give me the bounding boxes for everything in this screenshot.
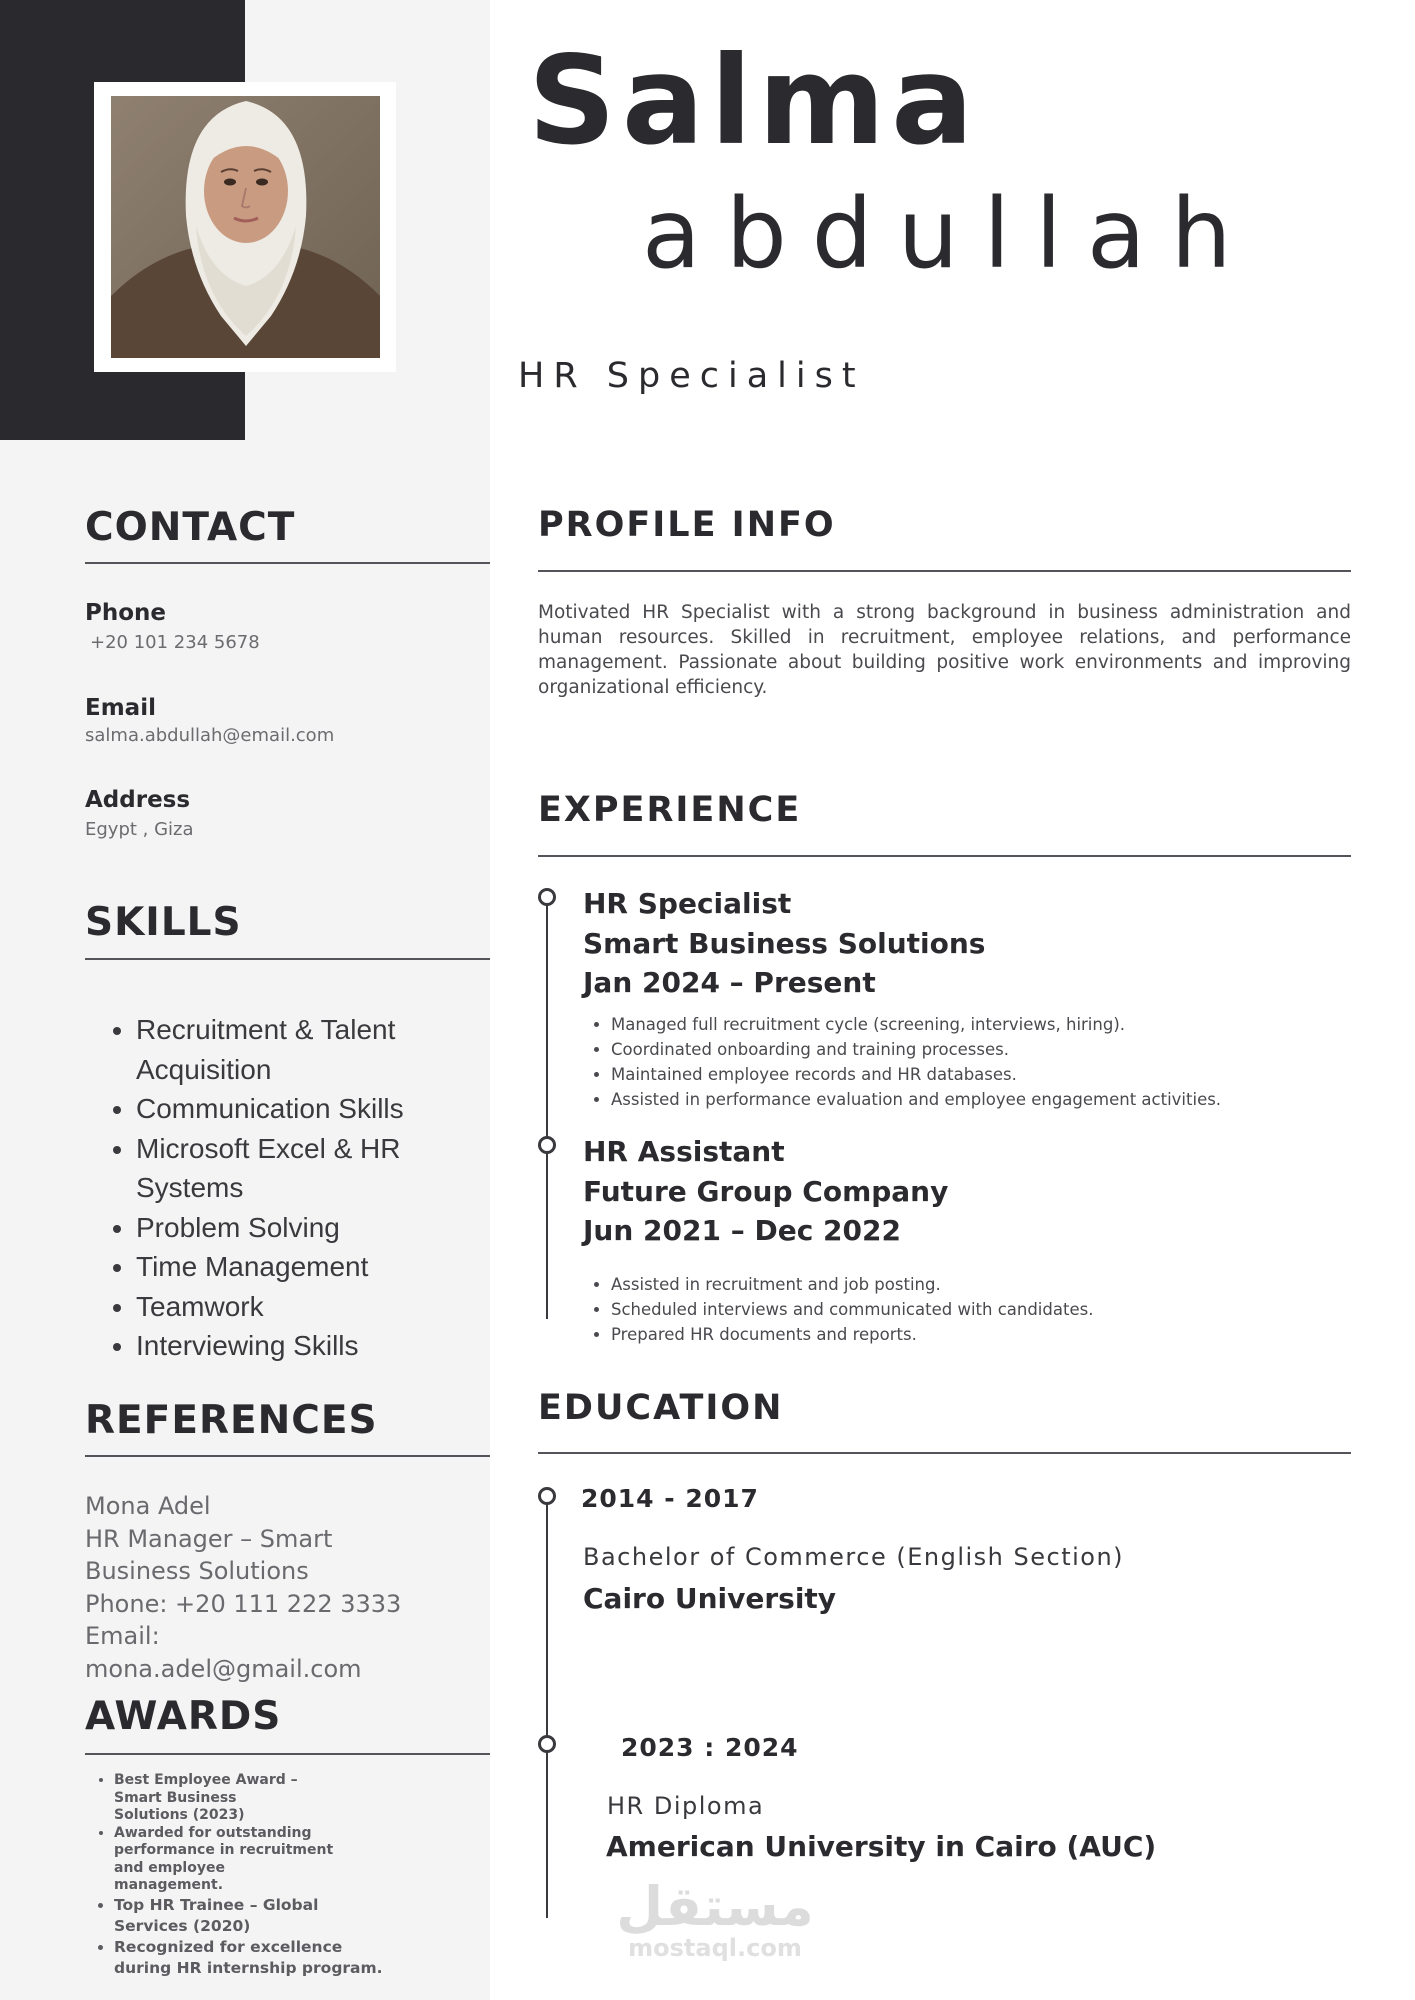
watermark-latin: mostaql.com [628,1934,802,1962]
reference-role: HR Manager – Smart Business Solutions [85,1524,333,1585]
job-1-header [583,884,985,1003]
skill-item: • Teamwork [136,1287,476,1327]
timeline-dot [538,1735,556,1753]
award-item: • Recognized for excellence during HR internship program. [114,1937,384,1979]
mostaql-watermark [615,1875,815,1962]
education-timeline [546,1495,548,1918]
edu-2-degree: HR Diploma [607,1792,765,1820]
job-bullet: • Maintained employee records and HR databases. [611,1062,1371,1087]
email-value: salma.abdullah@email.com [85,725,335,746]
job-1-bullets [583,1012,1371,1112]
edu-2-years: 2023 : 2024 [621,1733,799,1762]
job-2-company: Future Group Company [583,1174,949,1208]
references-heading: REFERENCES [85,1398,378,1443]
job-bullet: • Prepared HR documents and reports. [611,1322,1371,1347]
job-1-dates: Jan 2024 – Present [583,966,876,999]
job-bullet: • Coordinated onboarding and training processes. [611,1037,1371,1062]
education-divider [538,1452,1351,1454]
job-title: HR Specialist [518,356,865,396]
timeline-dot [538,1487,556,1505]
first-name: Salma [528,30,980,172]
profile-summary: Motivated HR Specialist with a strong background in business administration and human resources. Skilled in recruitment, employee relations, and performance management. Passionate about building positive work environments and improving organizational efficiency. [538,602,1351,698]
profile-divider [538,570,1351,572]
reference-entry [85,1490,415,1685]
edu-1-degree: Bachelor of Commerce (English Section) [583,1543,1125,1571]
awards-list [86,1772,414,1979]
job-bullet: • Assisted in performance evaluation and employee engagement activities. [611,1087,1371,1112]
job-1-title: HR Specialist [583,887,792,920]
awards-divider [85,1753,490,1755]
award-item: • Top HR Trainee – Global Services (2020) [114,1895,354,1937]
profile-heading: PROFILE INFO [538,505,836,545]
skill-item: • Time Management [136,1247,476,1287]
timeline-dot [538,1136,556,1154]
email-label: Email [85,695,156,721]
profile-photo [111,96,380,358]
contact-divider [85,562,490,564]
address-label: Address [85,787,191,813]
job-bullet: • Scheduled interviews and communicated with candidates. [611,1297,1371,1322]
last-name: abdullah [642,178,1257,290]
job-2-bullets [583,1272,1371,1347]
job-bullet: • Assisted in recruitment and job posting. [611,1272,1371,1297]
watermark-arabic: مستقل [616,1875,814,1938]
job-bullet: • Managed full recruitment cycle (screening, interviews, hiring). [611,1012,1371,1037]
skills-heading: SKILLS [85,900,242,945]
skill-item: • Interviewing Skills [136,1326,476,1366]
contact-heading: CONTACT [85,505,296,550]
education-heading: EDUCATION [538,1388,784,1428]
edu-1-school: Cairo University [583,1582,837,1615]
experience-divider [538,855,1351,857]
award-item: • Awarded for outstanding performance in recruitment and employee management. [114,1825,334,1895]
edu-2-school: American University in Cairo (AUC) [606,1830,1157,1863]
job-2-title: HR Assistant [583,1135,785,1168]
reference-phone: Phone: +20 111 222 3333 [85,1589,402,1618]
references-divider [85,1455,490,1457]
award-item: • Best Employee Award – Smart Business Solutions (2023) [114,1772,304,1825]
experience-timeline [546,895,548,1319]
timeline-dot [538,888,556,906]
job-1-company: Smart Business Solutions [583,926,986,960]
phone-value: +20 101 234 5678 [90,632,260,653]
skills-list [96,1010,476,1366]
skills-divider [85,958,490,960]
address-value: Egypt , Giza [85,819,194,840]
skill-item: • Recruitment & Talent Acquisition [136,1010,476,1089]
edu-1-years: 2014 - 2017 [581,1484,759,1513]
awards-heading: AWARDS [85,1694,282,1739]
skill-item: • Microsoft Excel & HR Systems [136,1129,476,1208]
phone-label: Phone [85,600,167,626]
job-2-header [583,1132,948,1251]
skill-item: • Communication Skills [136,1089,476,1129]
skill-item: • Problem Solving [136,1208,476,1248]
job-2-dates: Jun 2021 – Dec 2022 [583,1214,901,1247]
reference-name: Mona Adel [85,1492,211,1520]
reference-email: mona.adel@gmail.com [85,1654,362,1683]
reference-email-label: Email: [85,1622,160,1650]
experience-heading: EXPERIENCE [538,790,802,830]
